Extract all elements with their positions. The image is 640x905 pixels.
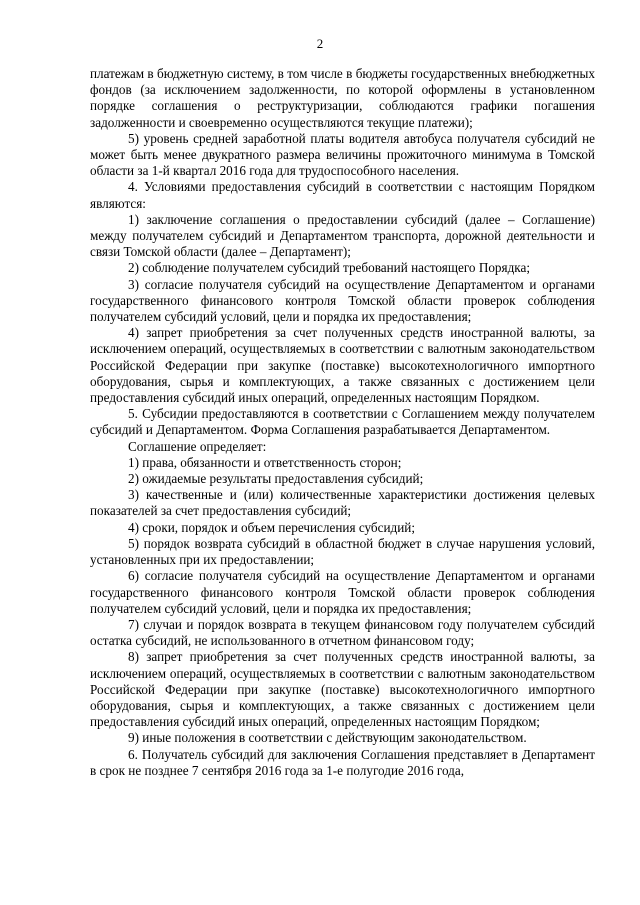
paragraph: Соглашение определяет: — [128, 438, 267, 454]
paragraph: 1) права, обязанности и ответственность сторон; — [128, 454, 402, 470]
paragraph: 8) запрет приобретения за счет полученных средств иностранной валюты, за исключением операций, осуществляемых в соответствии с валютным законодательством Российской Федерации при закупке (поставке) высокотехнологичного импортного оборудования, сырья и комплектующих, а также связанных с достижением цели предоставления субсидий иных операций, определенных настоящим Порядком; — [90, 649, 595, 730]
paragraph: 7) случаи и порядок возврата в текущем финансовом году получателем субсидий остатка субсидий, не использованного в отчетном финансовом году; — [90, 616, 595, 649]
page-number: 2 — [316, 36, 324, 51]
paragraph: 6. Получатель субсидий для заключения Соглашения представляет в Департамент в срок не позднее 7 сентября 2016 года за 1-е полугодие 2016 года, — [90, 746, 595, 778]
paragraph: 5. Субсидии предоставляются в соответствии с Соглашением между получателем субсидий и Департаментом. Форма Соглашения разрабатывается Департаментом. — [90, 406, 595, 438]
paragraph: 5) порядок возврата субсидий в областной бюджет в случае нарушения условий, установленных при их предоставлении; — [90, 535, 595, 568]
paragraph: 2) ожидаемые результаты предоставления субсидий; — [128, 471, 424, 487]
paragraph: 4) сроки, порядок и объем перечисления субсидий; — [128, 519, 416, 535]
paragraph: 1) заключение соглашения о предоставлении субсидий (далее – Соглашение) между получателем субсидий и Департаментом транспорта, дорожной деятельности и связи Томской области (далее – Департамент); — [90, 211, 595, 260]
paragraph: 3) качественные и (или) количественные характеристики достижения целевых показателей за счет предоставления субсидий; — [90, 487, 595, 519]
paragraph: 4. Условиями предоставления субсидий в соответствии с настоящим Порядком являются: — [90, 179, 595, 211]
paragraph: 9) иные положения в соответствии с действующим законодательством. — [128, 730, 527, 746]
paragraph: 3) согласие получателя субсидий на осуществление Департаментом и органами государственного финансового контроля Томской области проверок соблюдения получателем субсидий условий, цели и порядка их предоставления; — [90, 276, 595, 325]
paragraph: 2) соблюдение получателем субсидий требований настоящего Порядка; — [128, 260, 531, 276]
paragraph: 6) согласие получателя субсидий на осуществление Департаментом и органами государственного финансового контроля Томской области проверок соблюдения получателем субсидий условий, цели и порядка их предоставления; — [90, 568, 595, 616]
paragraph: 5) уровень средней заработной платы водителя автобуса получателя субсидий не может быть менее двукратного размера величины прожиточного минимума в Томской области за 1-й квартал 2016 года для трудоспособного населения. — [90, 130, 595, 179]
paragraph: платежам в бюджетную систему, в том числе в бюджеты государственных внебюджетных фондов (за исключением задолженности, по которой оформлены в установленном порядке соглашения о реструктуризации, соблюдаются графики погашения задолженности и своевременно осуществляются текущие платежи); — [90, 66, 595, 130]
paragraph: 4) запрет приобретения за счет полученных средств иностранной валюты, за исключением операций, осуществляемых в соответствии с валютным законодательством Российской Федерации при закупке (поставке) высокотехнологичного импортного оборудования, сырья и комплектующих, а также связанных с достижением цели предоставления субсидий иных операций, определенных настоящим Порядком. — [90, 325, 595, 406]
document-body — [90, 66, 595, 779]
